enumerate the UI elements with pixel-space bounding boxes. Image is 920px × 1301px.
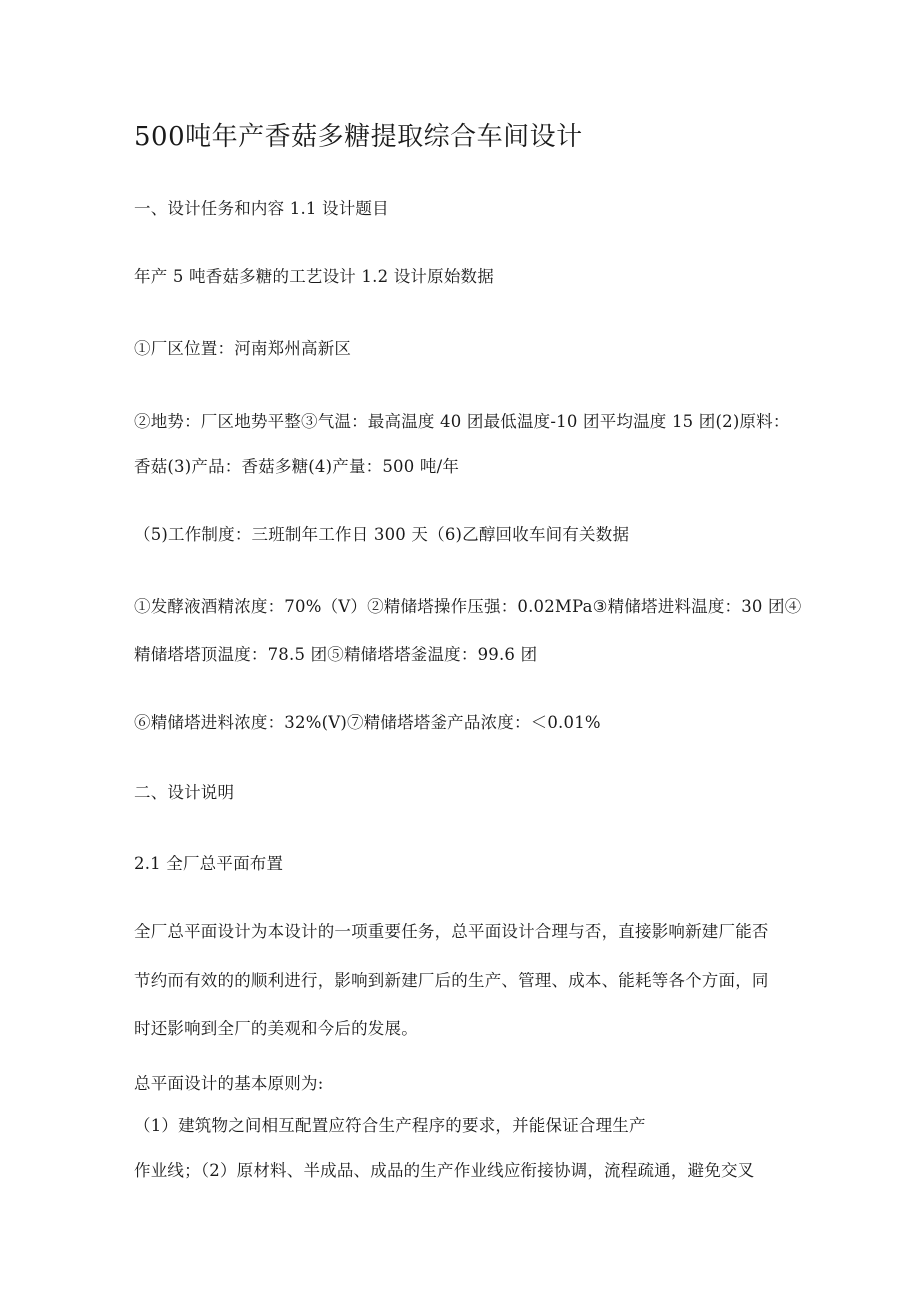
text-line: ②地势：厂区地势平整③气温：最高温度 40 团最低温度-10 团平均温度 15 团(2)原料： — [134, 412, 790, 431]
text-line: ①发酵液酒精浓度：70%（V）②精储塔操作压强：0.02MPa③精储塔进料温度：30 团④ — [134, 597, 802, 616]
paragraph-line: 全厂总平面设计为本设计的一项重要任务，总平面设计合理与否，直接影响新建厂能否 — [134, 922, 769, 941]
text-line: 香菇(3)产品：香菇多糖(4)产量：500 吨/年 — [134, 457, 460, 476]
text-line: 精储塔塔顶温度：78.5 团⑤精储塔塔釜温度：99.6 团 — [134, 645, 538, 664]
text-line: ①厂区位置：河南郑州高新区 — [134, 339, 352, 358]
text-line: （5)工作制度：三班制年工作日 300 天（6)乙醇回收车间有关数据 — [134, 525, 630, 544]
paragraph-line: 总平面设计的基本原则为: — [134, 1074, 324, 1093]
section-heading-1: 一、设计任务和内容 1.1 设计题目 — [134, 199, 389, 218]
paragraph-line: 作业线；（2）原材料、半成品、成品的生产作业线应衔接协调，流程疏通，避免交叉 — [134, 1161, 755, 1180]
subsection-heading: 2.1 全厂总平面布置 — [134, 854, 284, 873]
paragraph-line: （1）建筑物之间相互配置应符合生产程序的要求，并能保证合理生产 — [134, 1116, 646, 1135]
document-title: 500吨年产香菇多糖提取综合车间设计 — [134, 122, 583, 152]
paragraph-line: 时还影响到全厂的美观和今后的发展。 — [134, 1019, 418, 1038]
section-heading-2: 二、设计说明 — [134, 783, 235, 802]
text-line: ⑥精储塔进料浓度：32%(V)⑦精储塔塔釜产品浓度：＜0.01% — [134, 713, 601, 732]
paragraph-line: 节约而有效的的顺利进行，影响到新建厂后的生产、管理、成本、能耗等各个方面，同 — [134, 971, 769, 990]
text-line: 年产 5 吨香菇多糖的工艺设计 1.2 设计原始数据 — [134, 267, 494, 286]
